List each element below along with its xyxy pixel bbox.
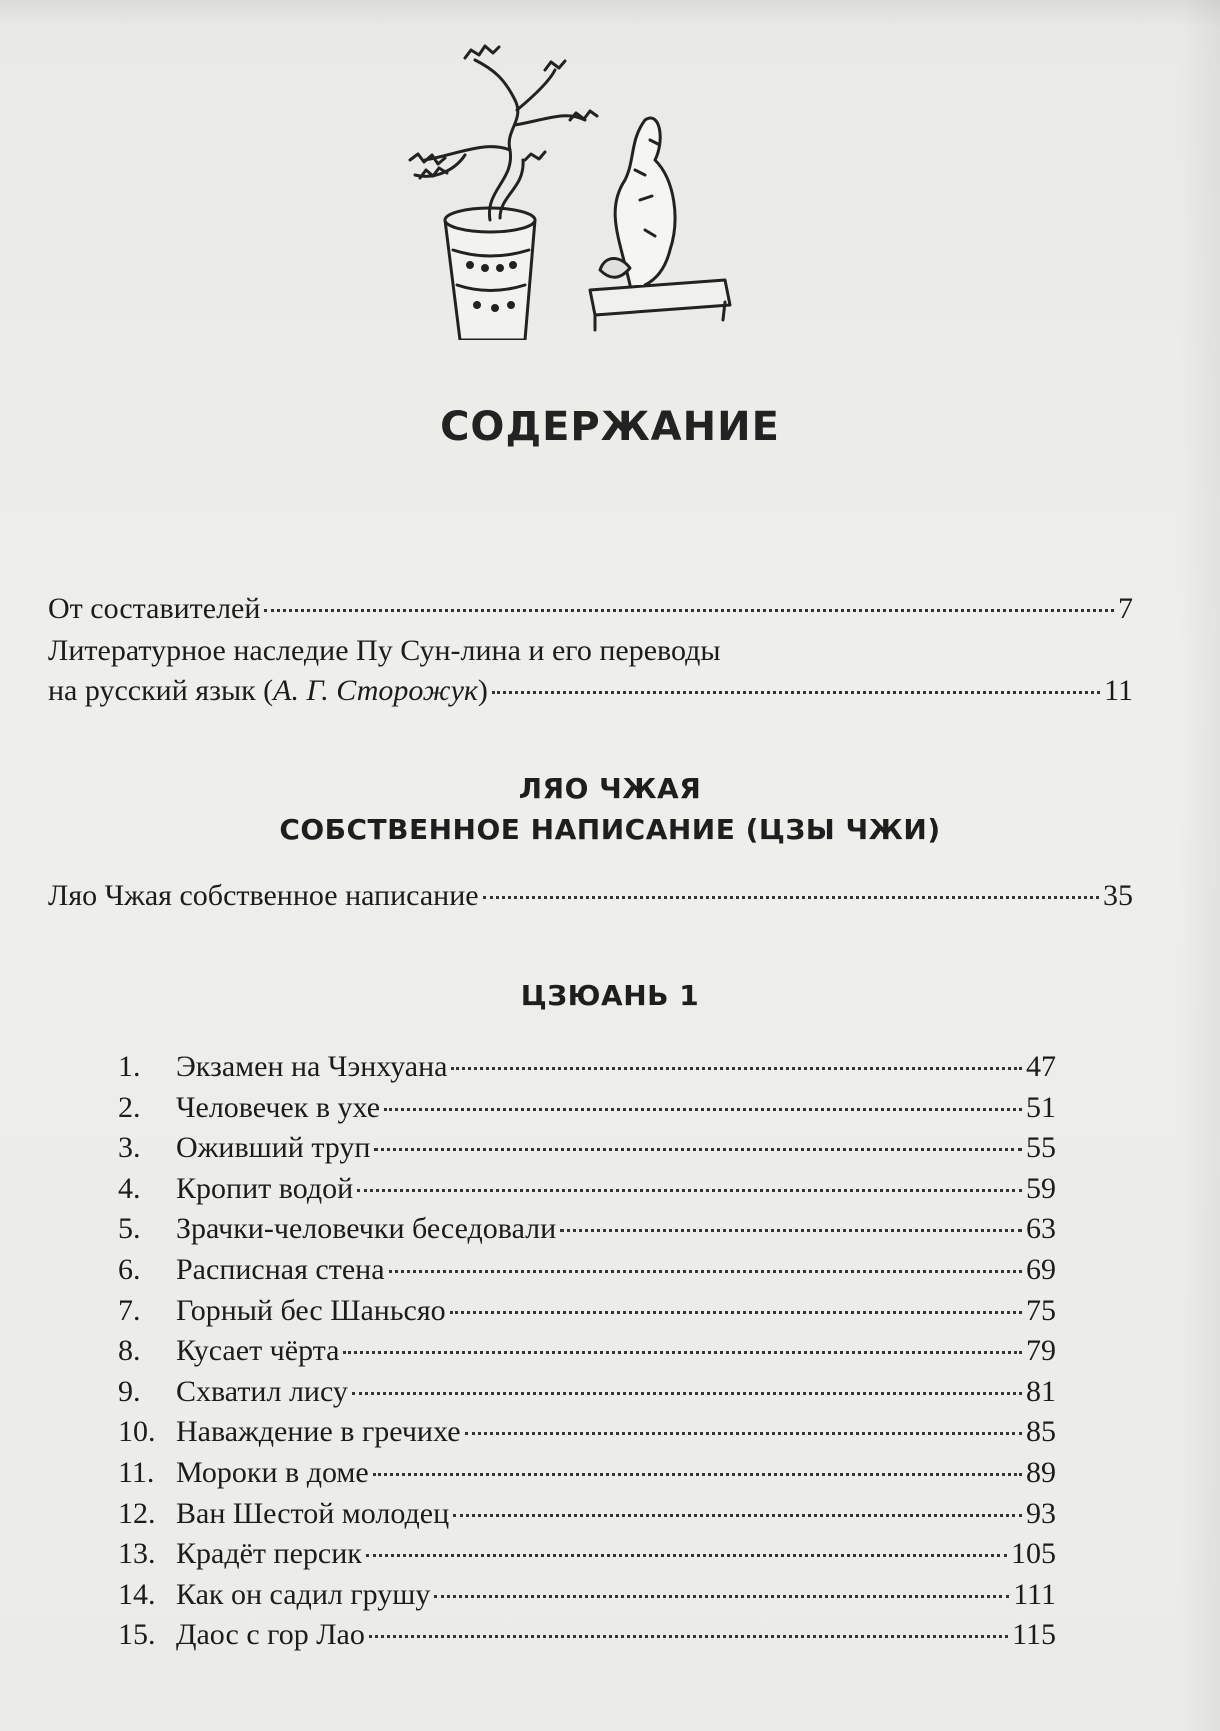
toc-page-number: 93 [1026, 1496, 1056, 1530]
toc-entry[interactable] [118, 1128, 1056, 1168]
toc-entry-label: Зрачки-человечки беседовали [176, 1212, 557, 1246]
toc-entry-label: Оживший труп [176, 1131, 371, 1165]
toc-page-number: 75 [1026, 1293, 1056, 1327]
section-heading-liao-zhai-subtitle: СОБСТВЕННОЕ НАПИСАНИЕ (ЦЗЫ ЧЖИ) [279, 813, 941, 846]
toc-leader-dots [373, 1473, 1022, 1476]
toc-entry-label: Как он садил грушу [176, 1577, 431, 1611]
toc-entry-heritage-line1[interactable]: Литературное наследие Пу Сун-лина и его переводы [48, 634, 721, 667]
toc-entry-number: 3. [118, 1131, 141, 1165]
toc-entry-label: Схватил лису [176, 1374, 348, 1408]
toc-leader-dots [483, 896, 1099, 899]
toc-entry-number: 9. [118, 1374, 141, 1408]
toc-entry[interactable] [118, 1169, 1056, 1209]
toc-leader-dots [369, 1635, 1008, 1638]
toc-entry-number: 8. [118, 1334, 141, 1368]
toc-entry[interactable] [118, 1088, 1056, 1128]
toc-entry-number: 2. [118, 1090, 141, 1124]
toc-entry-label: Крадёт персик [176, 1537, 362, 1571]
toc-page-number: 63 [1026, 1212, 1056, 1246]
toc-page-number: 69 [1026, 1253, 1056, 1286]
page-right-shadow [1180, 0, 1220, 1731]
toc-entry-number: 10. [118, 1415, 156, 1449]
toc-entry-label: От составителей [48, 592, 261, 625]
toc-page-number: 85 [1026, 1415, 1056, 1449]
toc-entry[interactable] [118, 1615, 1056, 1655]
toc-entry[interactable] [118, 1372, 1056, 1412]
toc-page-number: 89 [1026, 1456, 1056, 1489]
toc-page-number: 7 [1118, 592, 1133, 625]
toc-entry[interactable] [118, 1209, 1056, 1249]
toc-leader-dots [453, 1514, 1022, 1517]
toc-entry-foreword[interactable] [48, 589, 1133, 629]
toc-entry-label: Ван Шестой молодец [176, 1496, 450, 1530]
toc-page-number: 51 [1026, 1090, 1056, 1124]
toc-entry[interactable] [118, 1534, 1056, 1574]
toc-entry-number: 13. [118, 1537, 156, 1571]
toc-leader-dots [357, 1189, 1022, 1192]
toc-entry-number: 15. [118, 1618, 156, 1652]
toc-page-number: 111 [1013, 1577, 1056, 1611]
toc-entry-number: 12. [118, 1496, 156, 1530]
toc-entry-label: Расписная стена [176, 1253, 385, 1286]
toc-leader-dots [264, 609, 1114, 612]
toc-leader-dots [465, 1432, 1022, 1435]
page-title: СОДЕРЖАНИЕ [440, 404, 780, 450]
toc-leader-dots [374, 1148, 1022, 1151]
toc-leader-dots [450, 1311, 1022, 1314]
toc-entry[interactable] [118, 1412, 1056, 1452]
toc-leader-dots [384, 1108, 1022, 1111]
toc-entry[interactable] [118, 1494, 1056, 1534]
toc-entry-label: на русский язык (А. Г. Сторожук) [48, 674, 488, 707]
toc-page-number: 59 [1026, 1171, 1056, 1205]
toc-entry-heritage-line2[interactable] [48, 671, 1133, 711]
toc-entry-number: 4. [118, 1171, 141, 1205]
toc-entry[interactable] [118, 1575, 1056, 1615]
toc-entry-label: Горный бес Шаньсяо [176, 1293, 446, 1327]
toc-leader-dots [451, 1067, 1022, 1070]
toc-page-number: 115 [1012, 1618, 1056, 1652]
toc-leader-dots [560, 1229, 1022, 1232]
toc-leader-dots [352, 1392, 1022, 1395]
toc-leader-dots [389, 1270, 1022, 1273]
toc-entry-label: Ляо Чжая собственное написание [48, 879, 479, 912]
toc-entry-number: 6. [118, 1253, 141, 1286]
toc-page-number: 81 [1026, 1374, 1056, 1408]
toc-entry-label: Наваждение в гречихе [176, 1415, 461, 1449]
toc-entry-own-writing[interactable] [48, 876, 1133, 916]
toc-entry-label: Кропит водой [176, 1171, 354, 1205]
toc-entry-author: А. Г. Сторожук [273, 674, 478, 707]
toc-leader-dots [434, 1595, 1009, 1598]
toc-entry-label: Даос с гор Лао [176, 1618, 365, 1652]
toc-entry-number: 14. [118, 1577, 156, 1611]
toc-entry[interactable] [118, 1047, 1056, 1087]
section-heading-juan-1: ЦЗЮАНЬ 1 [520, 979, 700, 1012]
toc-entry[interactable] [118, 1453, 1056, 1493]
toc-leader-dots [492, 691, 1100, 694]
section-heading-liao-zhai: ЛЯО ЧЖАЯ [518, 772, 702, 805]
toc-leader-dots [343, 1351, 1022, 1354]
toc-page-number: 55 [1026, 1131, 1056, 1165]
toc-entry-number: 5. [118, 1212, 141, 1246]
toc-page-number: 11 [1104, 674, 1133, 707]
toc-page-number: 105 [1011, 1537, 1056, 1571]
toc-entry-label: Мороки в доме [176, 1456, 369, 1489]
toc-entry-number: 7. [118, 1293, 141, 1327]
toc-page-number: 35 [1103, 879, 1133, 912]
toc-entry-label: Человечек в ухе [176, 1090, 381, 1124]
toc-entry-label: Кусает чёрта [176, 1334, 340, 1368]
toc-page-number: 47 [1026, 1050, 1056, 1083]
toc-entry[interactable] [118, 1331, 1056, 1371]
toc-entry[interactable] [118, 1291, 1056, 1331]
page-top-shadow [0, 0, 1220, 28]
toc-entry-number: 1. [118, 1050, 141, 1083]
toc-entry-label: Экзамен на Чэнхуана [176, 1050, 448, 1083]
toc-entry[interactable] [118, 1250, 1056, 1290]
toc-entry-number: 11. [118, 1456, 155, 1489]
bonsai-illustration-icon [405, 40, 765, 340]
toc-page-number: 79 [1026, 1334, 1056, 1368]
toc-leader-dots [366, 1554, 1007, 1557]
